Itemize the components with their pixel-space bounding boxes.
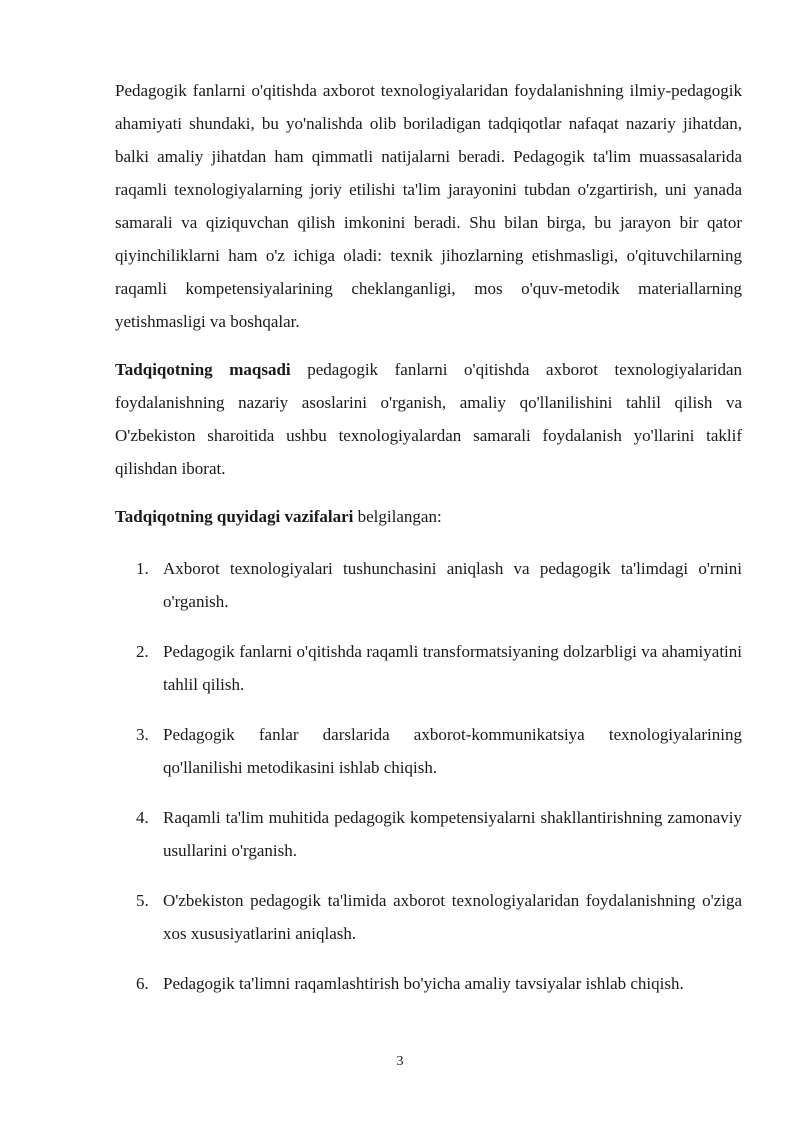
tasks-intro-text: belgilangan: (353, 507, 442, 526)
tasks-list (115, 552, 742, 1000)
document-page (115, 74, 742, 1017)
list-item-number: 1. (136, 559, 149, 578)
list-item (115, 967, 742, 1000)
list-item-text: Axborot texnologiyalari tushunchasini aniqlash va pedagogik ta'limdagi o'rnini o'rganish. (163, 559, 742, 611)
list-item (115, 718, 742, 784)
list-item (115, 801, 742, 867)
goal-paragraph (115, 353, 742, 485)
tasks-intro-paragraph (115, 500, 742, 533)
list-item-text: Pedagogik ta'limni raqamlashtirish bo'yicha amaliy tavsiyalar ishlab chiqish. (163, 974, 684, 993)
list-item (115, 635, 742, 701)
list-item-number: 3. (136, 725, 149, 744)
list-item-number: 2. (136, 642, 149, 661)
list-item-number: 5. (136, 891, 149, 910)
list-item-text: Raqamli ta'lim muhitida pedagogik kompetensiyalarni shakllantirishning zamonaviy usullarini o'rganish. (163, 808, 742, 860)
list-item-text: O'zbekiston pedagogik ta'limida axborot texnologiyalaridan foydalanishning o'ziga xos xususiyatlarini aniqlash. (163, 891, 742, 943)
goal-text: pedagogik fanlarni o'qitishda axborot texnologiyalaridan foydalanishning nazariy asoslarini o'rganish, amaliy qo'llanilishini tahlil qilish va O'zbekiston sharoitida ushbu texnologiyalardan samarali foydalanish yo'llarini taklif qilishdan iborat. (115, 360, 742, 478)
list-item (115, 552, 742, 618)
list-item-number: 6. (136, 974, 149, 993)
list-item-text: Pedagogik fanlarni o'qitishda raqamli transformatsiyaning dolzarbligi va ahamiyatini tahlil qilish. (163, 642, 742, 694)
list-item-text: Pedagogik fanlar darslarida axborot-kommunikatsiya texnologiyalarining qo'llanilishi metodikasini ishlab chiqish. (163, 725, 742, 777)
list-item (115, 884, 742, 950)
list-item-number: 4. (136, 808, 149, 827)
tasks-intro-label: Tadqiqotning quyidagi vazifalari (115, 507, 354, 526)
intro-paragraph: Pedagogik fanlarni o'qitishda axborot texnologiyalaridan foydalanishning ilmiy-pedagogik ahamiyati shundaki, bu yo'nalishda olib boriladigan tadqiqotlar nafaqat nazariy jihatdan, balki amaliy jihatdan ham qimmatli natijalarni beradi. Pedagogik ta'lim muassasalarida raqamli texnologiyalarning joriy etilishi ta'lim jarayonini tubdan o'zgartirish, uni yanada samarali va qiziquvchan qilish imkonini beradi. Shu bilan birga, bu jarayon bir qator qiyinchiliklarni ham o'z ichiga oladi: texnik jihozlarning etishmasligi, o'qituvchilarning raqamli kompetensiyalarining cheklanganligi, mos o'quv-metodik materiallarning yetishmasligi va boshqalar. (115, 81, 742, 331)
goal-label: Tadqiqotning maqsadi (115, 360, 291, 379)
page-number: 3 (396, 1054, 404, 1069)
